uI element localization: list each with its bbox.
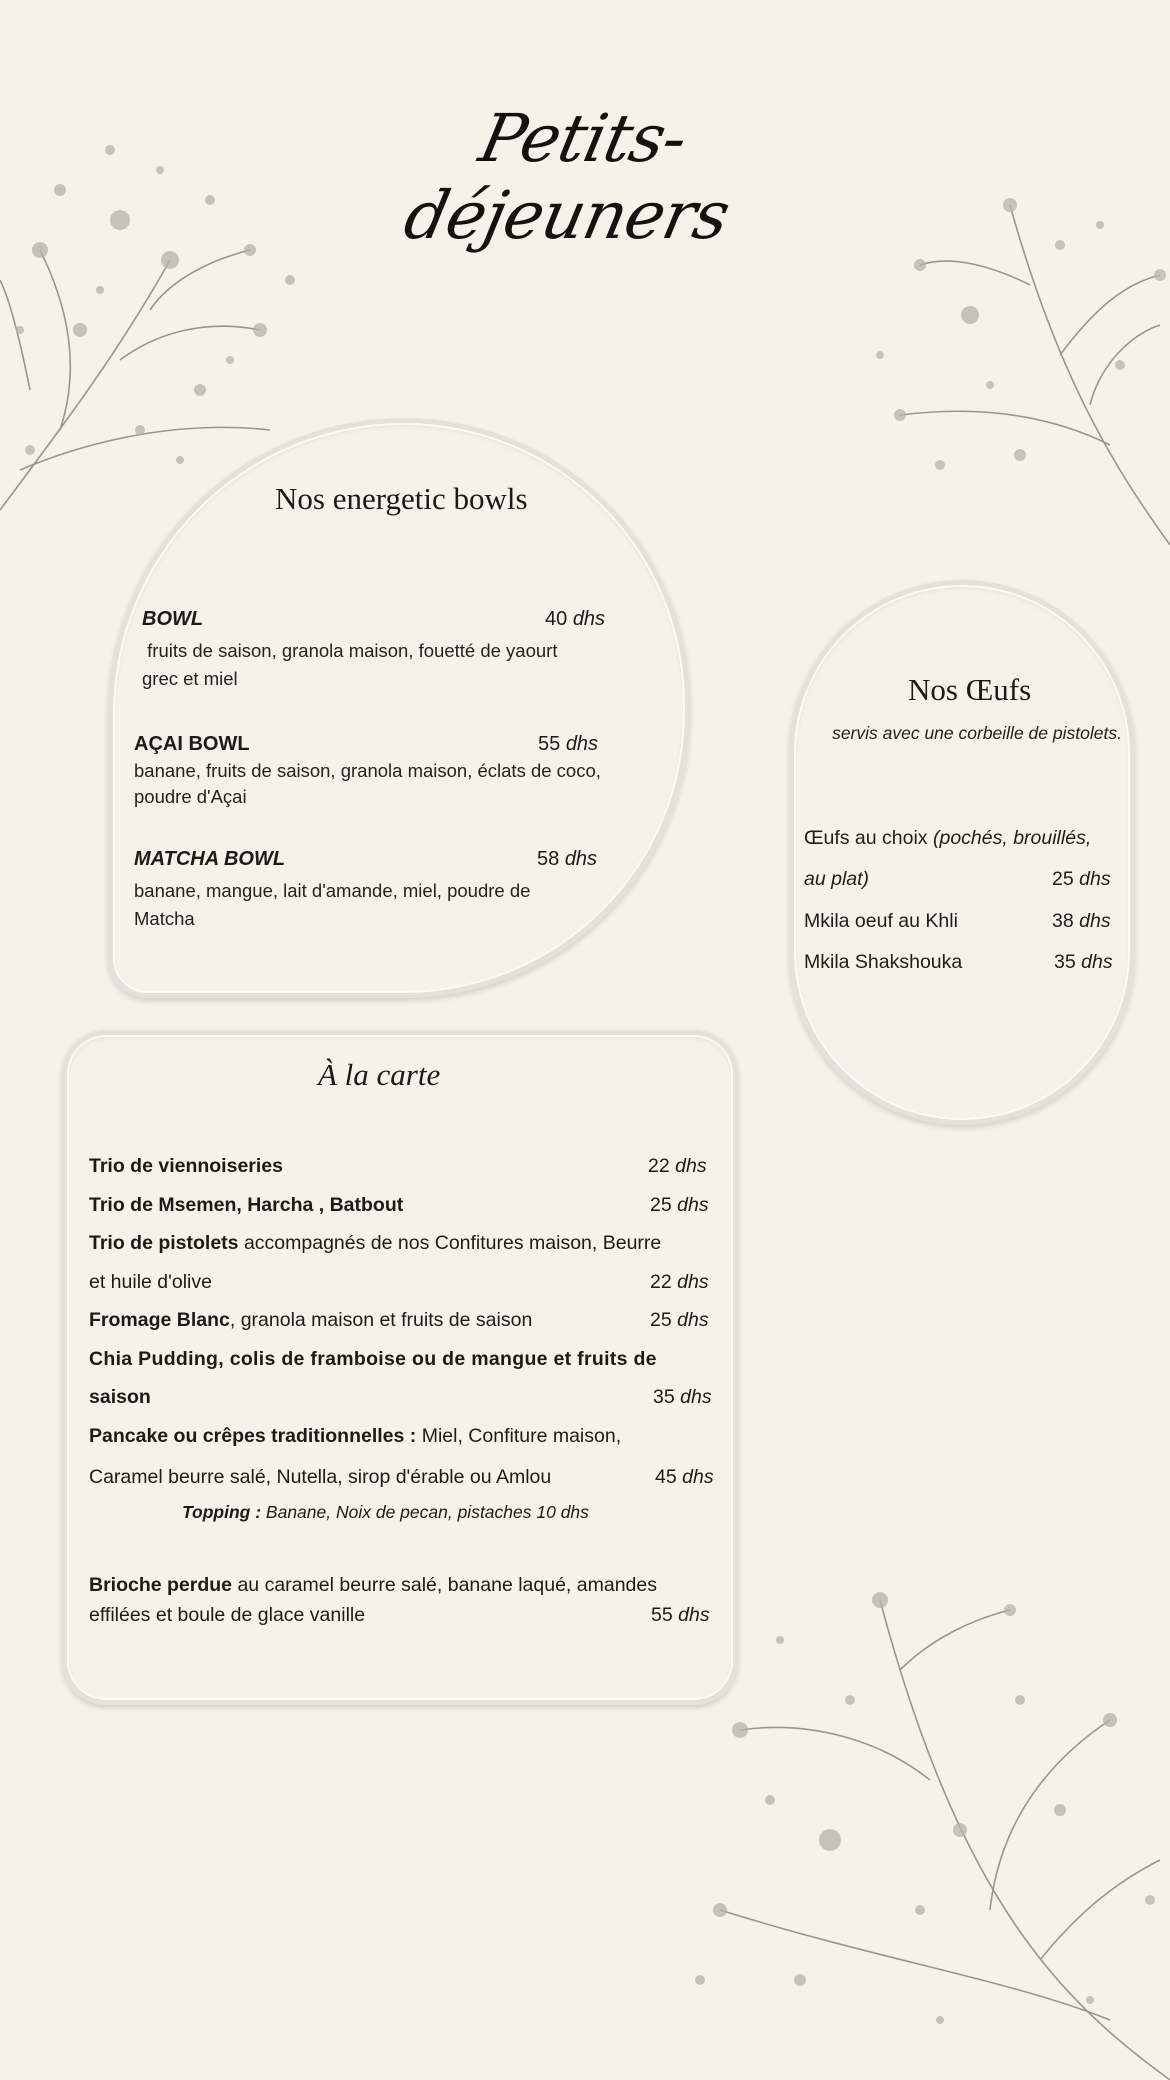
- carte-line: Pancake ou crêpes traditionnelles : Miel, Confiture maison,: [89, 1425, 622, 1447]
- carte-price: 35 dhs: [653, 1386, 712, 1408]
- brioche-line1: Brioche perdue au caramel beurre salé, banane laqué, amandes: [89, 1574, 657, 1596]
- eggs-subtitle: servis avec une corbeille de pistolets.: [832, 723, 1122, 743]
- carte-line: et huile d'olive: [89, 1271, 212, 1293]
- carte-price: 22 dhs: [648, 1155, 707, 1177]
- carte-line: Trio de viennoiseries: [89, 1155, 283, 1177]
- carte-price: 25 dhs: [650, 1309, 709, 1331]
- floral-bottom-right-decoration: [680, 1580, 1170, 2080]
- bowls-section-title: Nos energetic bowls: [275, 481, 528, 516]
- carte-line: Fromage Blanc, granola maison et fruits de saison: [89, 1309, 533, 1331]
- eggs-choice-price: 25 dhs: [1052, 868, 1111, 890]
- carte-price: 25 dhs: [650, 1194, 709, 1216]
- carte-price: 45 dhs: [655, 1466, 714, 1488]
- brioche-line2: effilées et boule de glace vanille: [89, 1604, 366, 1626]
- carte-price: 22 dhs: [650, 1271, 709, 1293]
- mkila-khli-price: 38 dhs: [1052, 910, 1111, 932]
- brioche-price: 55 dhs: [651, 1604, 710, 1626]
- bowl-name: BOWL: [142, 608, 204, 630]
- mkila-shakshouka-name: Mkila Shakshouka: [804, 951, 963, 973]
- carte-line: Chia Pudding, colis de framboise ou de mangue et fruits de: [89, 1348, 657, 1370]
- bowl-price: 40 dhs: [545, 608, 606, 630]
- bowl-description: fruits de saison, granola maison, fouetté de yaourt grec et miel: [142, 640, 558, 689]
- matcha-bowl-name: MATCHA BOWL: [134, 848, 286, 870]
- topping-note: Topping : Banane, Noix de pecan, pistaches 10 dhs: [182, 1502, 589, 1522]
- carte-line: saison: [89, 1386, 151, 1408]
- mkila-shakshouka-price: 35 dhs: [1054, 951, 1113, 973]
- acai-bowl-name: AÇAI BOWL: [134, 733, 250, 755]
- carte-section-title: À la carte: [318, 1057, 441, 1092]
- mkila-khli-name: Mkila oeuf au Khli: [804, 910, 958, 932]
- acai-bowl-description: banane, fruits de saison, granola maison, éclats de coco, poudre d'Açai: [134, 760, 601, 807]
- page-title: Petits-déjeuners: [397, 100, 736, 254]
- carte-line: Trio de Msemen, Harcha , Batbout: [89, 1194, 404, 1216]
- carte-line: Caramel beurre salé, Nutella, sirop d'érable ou Amlou: [89, 1466, 552, 1488]
- eggs-frame: [789, 580, 1135, 1125]
- eggs-choice-line1: Œufs au choix (pochés, brouillés,: [804, 827, 1092, 849]
- matcha-bowl-price: 58 dhs: [537, 848, 598, 870]
- acai-bowl-price: 55 dhs: [538, 733, 599, 755]
- eggs-section-title: Nos Œufs: [908, 672, 1032, 707]
- matcha-bowl-description: banane, mangue, lait d'amande, miel, poudre de Matcha: [134, 880, 531, 929]
- eggs-choice-line2: au plat): [804, 868, 870, 890]
- floral-top-right-decoration: [860, 185, 1170, 555]
- carte-line: Trio de pistolets accompagnés de nos Confitures maison, Beurre: [89, 1232, 662, 1254]
